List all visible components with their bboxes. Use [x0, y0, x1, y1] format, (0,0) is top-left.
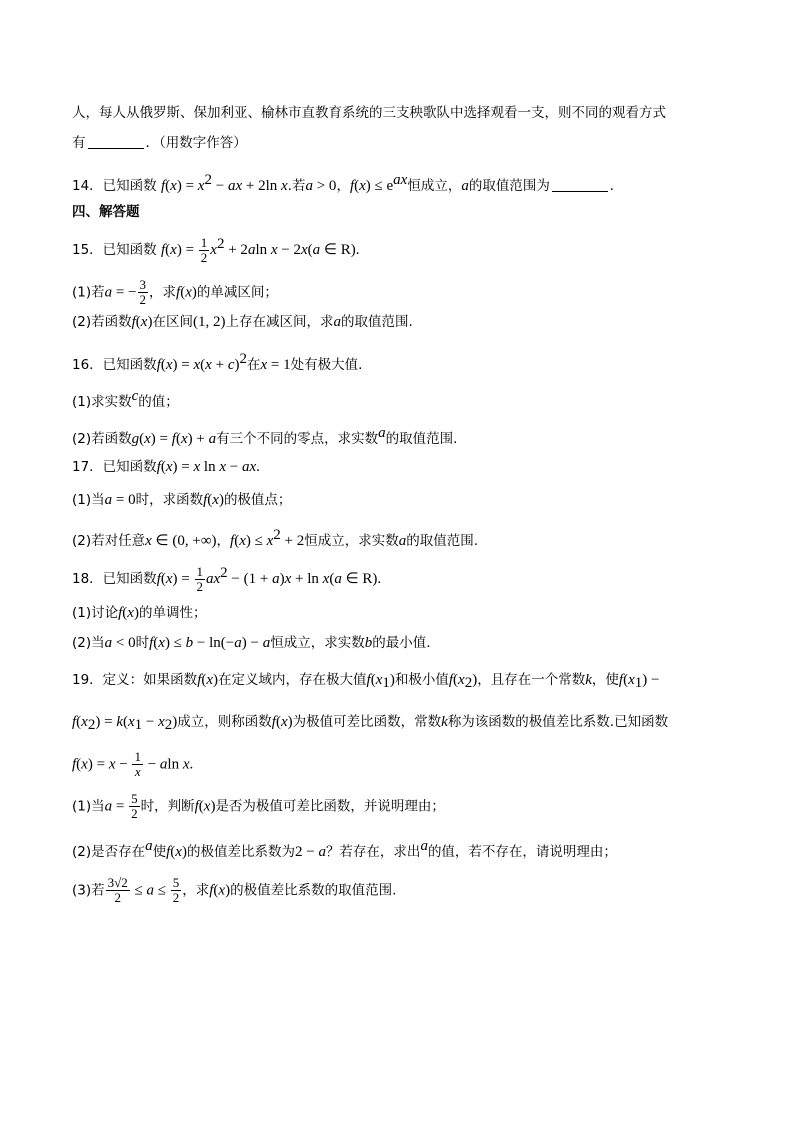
- section-heading: 四、解答题: [72, 204, 140, 220]
- problem-19-part-1: (1)当a = $\frac{5}{2}$ 时，判断f(x)是否为极值可差比函数，并说明理由；: [72, 791, 445, 821]
- problem-13-answer-line: 有 ．（用数字作答）: [72, 135, 247, 151]
- problem-17-part-1: (1)当a = 0时，求函数f(x)的极值点；: [72, 492, 292, 508]
- answer-blank: [552, 177, 608, 192]
- problem-19: 19．定义：如果函数f(x)在定义域内，存在极大值$f(x_1)$和极小值$f(x_2)$，且存在一个常数k，使$f(x_1)$ −: [72, 672, 660, 691]
- problem-18-part-1: (1)讨论f(x)的单调性；: [72, 605, 207, 621]
- problem-15-part-1: (1)若a = − $\frac{3}{2}$ ，求f(x)的单减区间；: [72, 277, 278, 307]
- problem-19-part-2: (2)是否存在$^a$使f(x)的极值差比系数为2 − a？若存在，求出$^a$的值，若不存在，请说明理由；: [72, 838, 617, 860]
- problem-19-part-3: (3)若 $\frac{3√2}{2}$ ≤ a ≤ $\frac{5}{2}$ ，求f(x)的极值差比系数的取值范围.: [72, 875, 397, 905]
- problem-18: 18．已知函数f(x) = $\frac{1}{2}$ $ax^2 - (1 + a)x + \ln x(a$ ∈ R).: [72, 563, 382, 594]
- problem-16: 16．已知函数$f(x) = x(x + c)^2$在x = 1处有极大值.: [72, 351, 363, 373]
- problem-13-continuation: 人，每人从俄罗斯、保加利亚、榆林市直教育系统的三支秧歌队中选择观看一支，则不同的观看方式: [72, 105, 666, 121]
- problem-15: 15．已知函数 f(x) = $\frac{1}{2}$ $x^2 + 2aln$ x − 2x(a ∈ R).: [72, 234, 360, 265]
- problem-14: 14．已知函数 $f(x) = x^2$ − ax + 2ln x.若a > 0，$f(x) \le e^{ax}$恒成立，a的取值范围为 .: [72, 172, 614, 194]
- problem-17: 17．已知函数f(x) = x ln x − ax.: [72, 459, 260, 475]
- problem-15-part-2: (2)若函数f(x)在区间(1, 2)上存在减区间，求a的取值范围.: [72, 314, 413, 330]
- problem-18-part-2: (2)当a < 0时f(x) ≤ b − ln(−a) − a恒成立，求实数b的最小值.: [72, 635, 431, 651]
- problem-16-part-1: (1)求实数$^c$的值；: [72, 388, 179, 410]
- problem-17-part-2: (2)若对任意x ∈ (0, +∞)，$f(x) \le x^2 + 2$恒成立，求实数a的取值范围.: [72, 527, 479, 549]
- problem-19-cont: $f(x_2) = k(x_1 - x_2)$成立，则称函数f(x)为极值可差比函数，常数k称为该函数的极值差比系数.已知函数: [72, 714, 669, 733]
- problem-16-part-2: (2)若函数g(x) = f(x) + a有三个不同的零点，求实数$^a$的取值范围.: [72, 425, 458, 447]
- problem-19-function: f(x) = x − $\frac{1}{x}$ − aln x.: [72, 749, 194, 779]
- answer-blank: [88, 134, 144, 149]
